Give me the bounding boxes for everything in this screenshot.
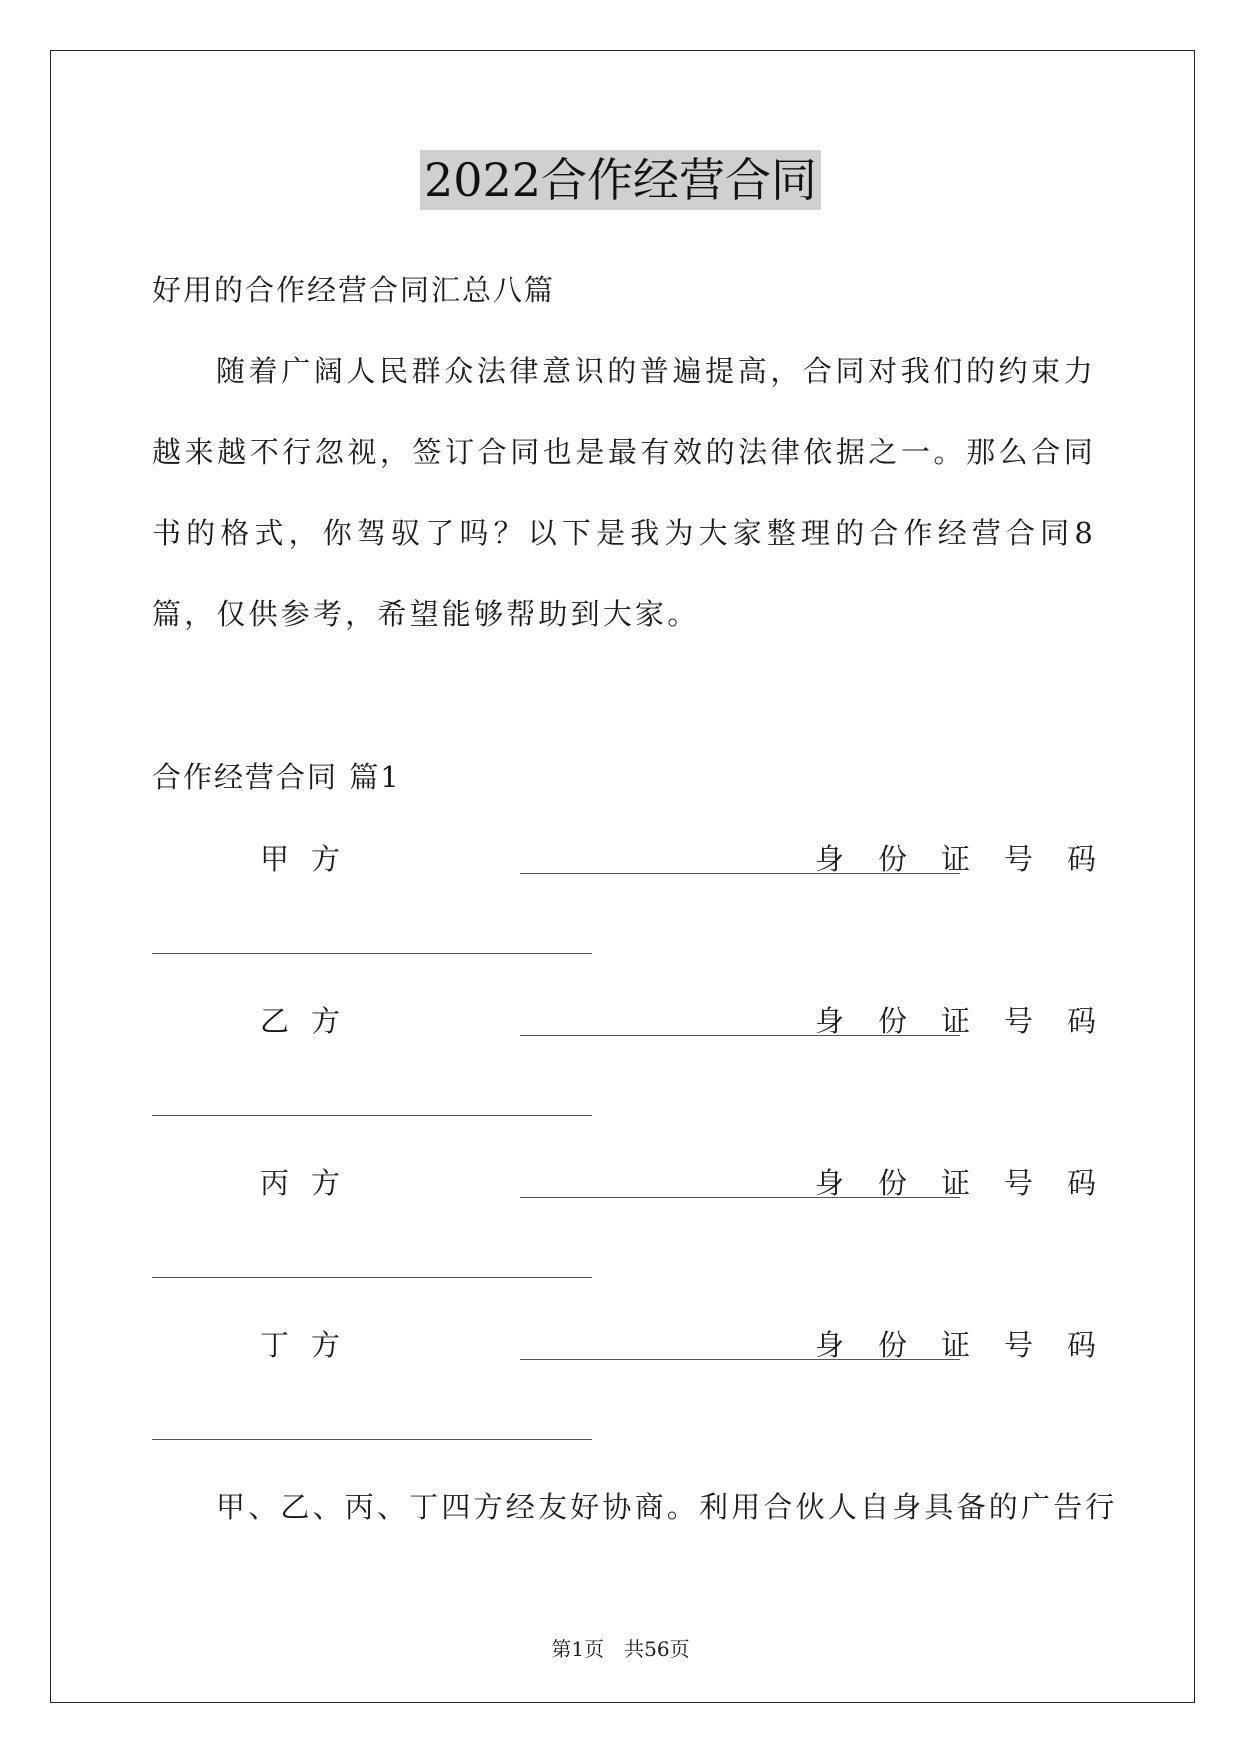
- id-number-label: 身份证号码: [814, 1166, 1130, 1200]
- section-heading: 合作经营合同 篇1: [152, 760, 401, 794]
- document-title: 2022合作经营合同: [420, 150, 821, 210]
- id-blank-line: [152, 953, 592, 954]
- id-blank-line: [152, 1277, 592, 1278]
- id-number-label: 身份证号码: [814, 842, 1130, 876]
- party-label: 甲方: [260, 842, 363, 876]
- intro-paragraph: 随着广阔人民群众法律意识的普遍提高，合同对我们的约束力越来越不行忽视，签订合同也是最有效的法律依据之一。那么合同书的格式，你驾驭了吗？以下是我为大家整理的合作经营合同8篇，仅供参考，希望能够帮助到大家。: [152, 354, 1096, 631]
- id-number-label: 身份证号码: [814, 1004, 1130, 1038]
- document-title-block: [0, 150, 1241, 210]
- party-row: [152, 1325, 1130, 1365]
- party-label: 乙方: [260, 1004, 363, 1038]
- party-label: 丁方: [260, 1328, 363, 1362]
- page-footer: 第1页 共56页: [551, 1637, 690, 1661]
- id-blank-line: [152, 1115, 592, 1116]
- party-label: 丙方: [260, 1166, 363, 1200]
- party-row: [152, 839, 1130, 879]
- party-row: [152, 1001, 1130, 1041]
- party-row: [152, 1163, 1130, 1203]
- document-subtitle: 好用的合作经营合同汇总八篇: [152, 273, 556, 307]
- id-number-label: 身份证号码: [814, 1328, 1130, 1362]
- id-blank-line: [152, 1439, 592, 1440]
- closing-line: 甲、乙、丙、丁四方经友好协商。利用合伙人自身具备的广告行: [216, 1490, 1118, 1524]
